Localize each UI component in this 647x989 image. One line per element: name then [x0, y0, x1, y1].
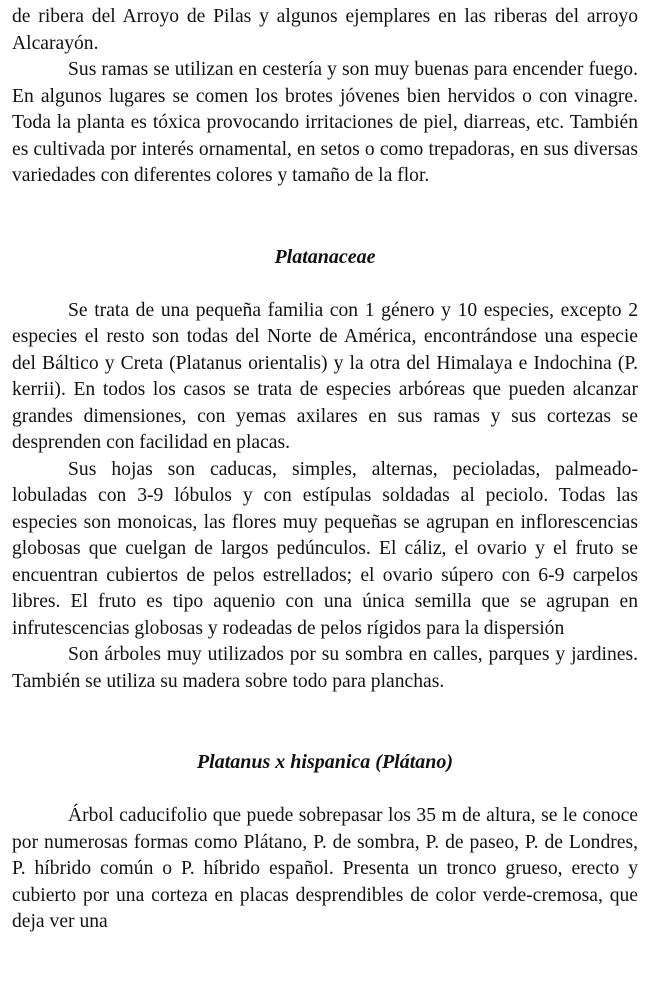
section-heading-platanus-hispanica: Platanus x hispanica (Plátano) — [196, 751, 454, 773]
document-page — [12, 4, 638, 936]
intro-paragraph-2: Sus ramas se utilizan en cestería y son muy buenas para encender fuego. En algunos lugares se comen los brotes jóvenes bien hervidos o con vinagre. Toda la planta es tóxica provocando irritaciones de piel, diarreas, etc. También es cultivada por interés ornamental, en setos o como trepadoras, en sus diversas variedades con diferentes colores y tamaño de la flor. — [12, 59, 638, 186]
intro-paragraph-1: de ribera del Arroyo de Pilas y algunos ejemplares en las riberas del arroyo Alcarayón. — [12, 6, 638, 54]
section-heading-platanaceae: Platanaceae — [274, 245, 376, 268]
platanaceae-paragraph-1: Se trata de una pequeña familia con 1 género y 10 especies, excepto 2 especies el resto son todas del Norte de América, encontrándose una especie del Báltico y Creta (Platanus orientalis) y la otra del Himalaya e Indochina (P. kerrii). En todos los casos se trata de especies arbóreas que pueden alcanzar grandes dimensiones, con yemas axilares en sus ramas y sus cortezas se desprenden con facilidad en placas. — [12, 299, 638, 453]
platanaceae-paragraph-2: Sus hojas son caducas, simples, alternas, pecioladas, palmeado-lobuladas con 3-9 lóbulos y con estípulas soldadas al peciolo. Todas las especies son monoicas, las flores muy pequeñas se agrupan en inflorescencias globosas que cuelgan de largos pedúnculos. El cáliz, el ovario y el fruto se encuentran cubiertos de pelos estrellados; el ovario súpero con 6-9 carpelos libres. El fruto es tipo aquenio con una única semilla que se agrupan en infrutescencias globosas y rodeadas de pelos rígidos para la dispersión — [12, 458, 638, 639]
platanaceae-paragraph-3: Son árboles muy utilizados por su sombra en calles, parques y jardines. También se utiliza su madera sobre todo para planchas. — [12, 644, 638, 692]
platanus-hispanica-paragraph-1: Árbol caducifolio que puede sobrepasar los 35 m de altura, se le conoce por numerosas formas como Plátano, P. de sombra, P. de paseo, P. de Londres, P. híbrido común o P. híbrido español. Presenta un tronco grueso, erecto y cubierto por una corteza en placas desprendibles de color verde-cremosa, que deja ver una — [12, 805, 638, 932]
